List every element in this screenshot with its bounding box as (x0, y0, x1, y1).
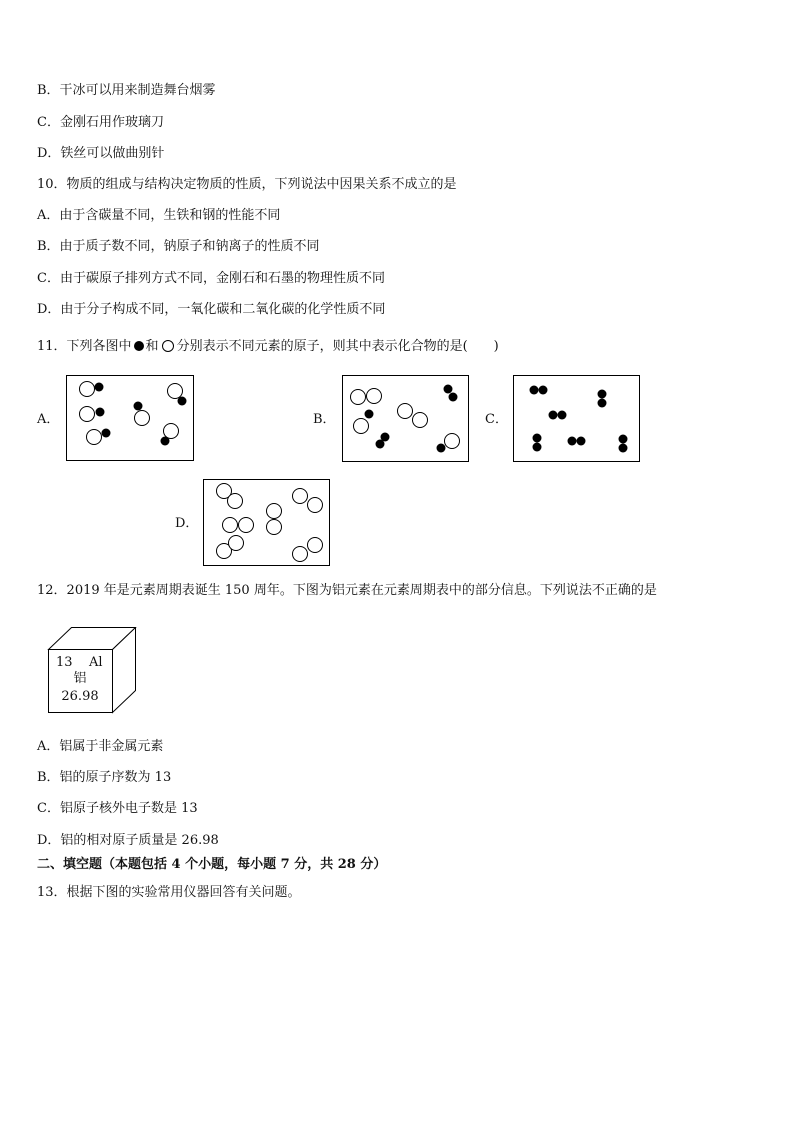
q12-option-b: B．铝的原子序数为 13 (37, 770, 172, 785)
q12-option-d: D．铝的相对原子质量是 26.98 (37, 833, 219, 848)
q12-stem: 12．2019 年是元素周期表诞生 150 周年。下图为铝元素在元素周期表中的部分信息。下列说法不正确的是 (37, 583, 657, 598)
element-atomic-mass: 26.98 (61, 689, 99, 704)
q9-option-d: D．铁丝可以做曲别针 (37, 146, 165, 161)
q10-option-c: C．由于碳原子排列方式不同，金刚石和石墨的物理性质不同 (37, 271, 385, 286)
q11-stem-part3: 分别表示不同元素的原子，则其中表示化合物的是( ) (176, 339, 499, 354)
element-name: 铝 (73, 671, 87, 686)
q9-option-c: C．金刚石用作玻璃刀 (37, 115, 164, 130)
q12-option-a: A．铝属于非金属元素 (37, 739, 164, 754)
q11-diagram-d (203, 479, 330, 566)
q12-option-c: C．铝原子核外电子数是 13 (37, 801, 198, 816)
q11-diagram-a (66, 375, 194, 461)
q11-diagram-b (342, 375, 469, 462)
q10-option-b: B．由于质子数不同，钠原子和钠离子的性质不同 (37, 239, 320, 254)
q10-stem: 10．物质的组成与结构决定物质的性质，下列说法中因果关系不成立的是 (37, 177, 457, 192)
q11-option-d-label: D． (175, 516, 199, 531)
q11-stem-part1: 11．下列各图中 (37, 339, 132, 354)
q11-diagram-c (513, 375, 640, 462)
q13-stem: 13．根据下图的实验常用仪器回答有关问题。 (37, 885, 301, 900)
q11-option-b-label: B． (313, 412, 336, 427)
q10-option-a: A．由于含碳量不同，生铁和钢的性能不同 (37, 208, 281, 223)
q10-option-d: D．由于分子构成不同，一氧化碳和二氧化碳的化学性质不同 (37, 302, 386, 317)
q9-option-b: B．干冰可以用来制造舞台烟雾 (37, 83, 216, 98)
element-symbol: Al (89, 655, 103, 670)
hollow-atom-icon (162, 340, 174, 352)
q11-stem (37, 338, 499, 356)
filled-atom-icon (134, 341, 144, 351)
section2-heading: 二、填空题（本题包括 4 个小题，每小题 7 分，共 28 分） (37, 857, 387, 872)
q11-stem-part2: 和 (145, 339, 159, 354)
q11-option-a-label: A． (37, 412, 60, 427)
q11-option-c-label: C． (485, 412, 508, 427)
element-atomic-number: 13 (56, 655, 73, 670)
